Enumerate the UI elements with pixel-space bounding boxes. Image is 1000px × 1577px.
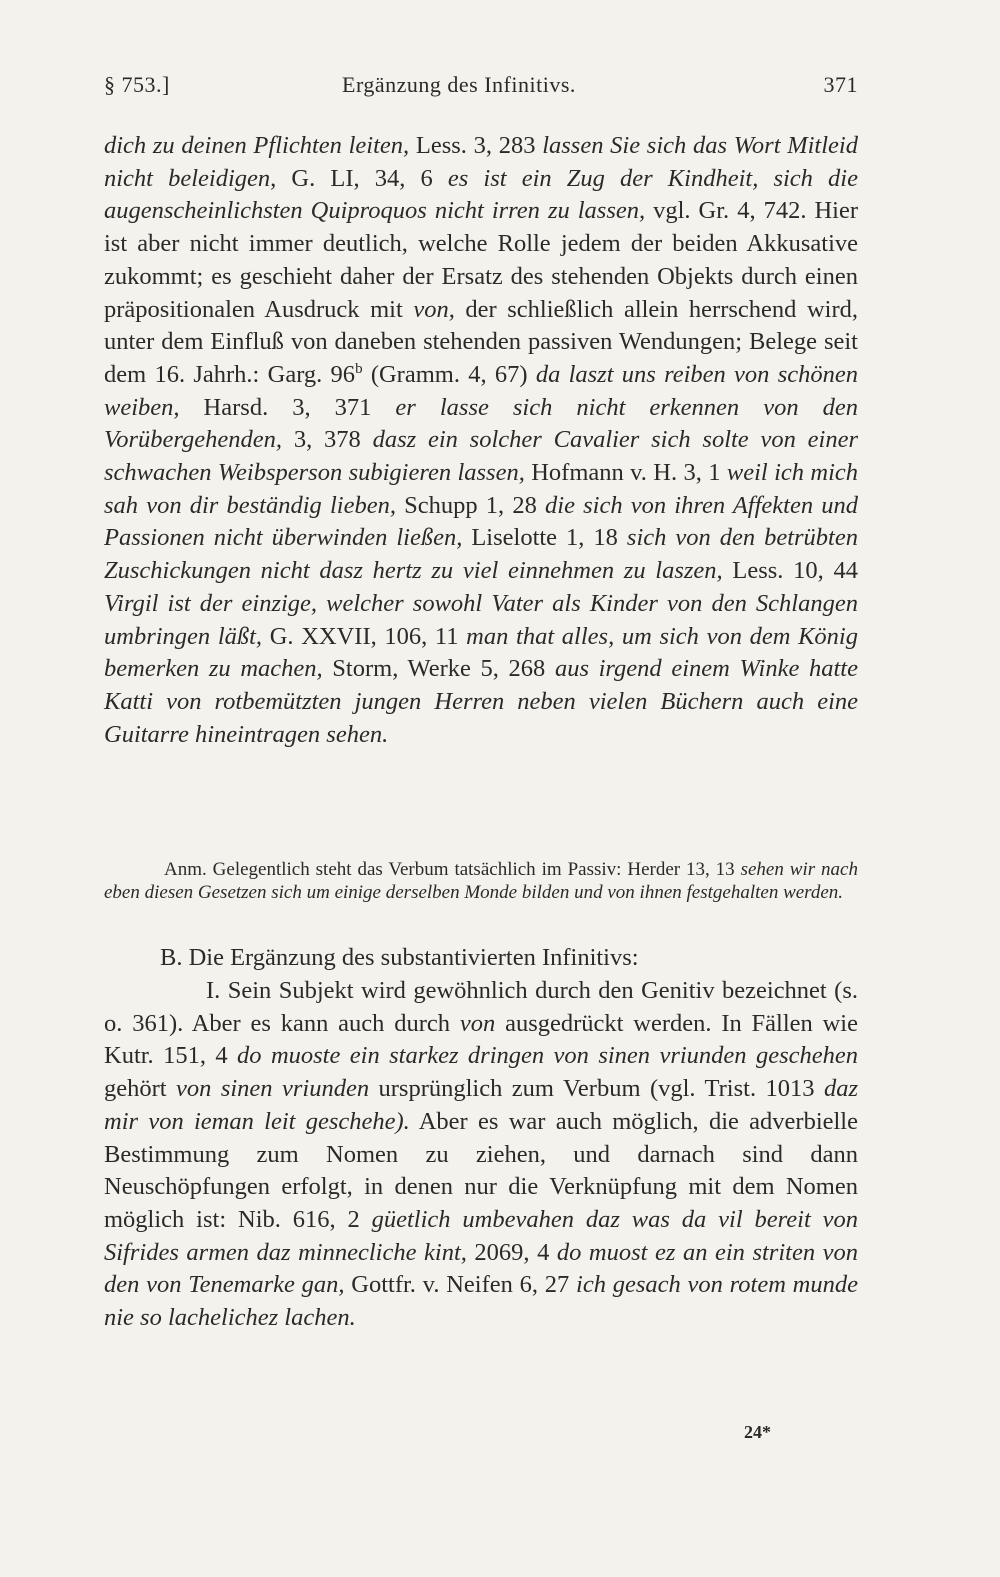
text-run: Schupp 1, 28 <box>395 491 546 519</box>
italic-quote: aus irgend einem Winke hatte Katti von rotbemützten jungen Herren neben vielen Büchern auch eine Guitarre hineintragen sehen. <box>104 655 858 748</box>
page-number: 371 <box>823 72 858 97</box>
body-paragraph-2 <box>104 975 858 1335</box>
italic-quote: von, <box>413 295 455 323</box>
italic-quote: daz mir von ieman leit geschehe). <box>104 1075 858 1135</box>
text-run: vgl. Gr. 4, 742. Hier ist aber nicht immer deutlich, welche Rolle jedem der beiden Akkusative zukommt; es geschieht daher der Ersatz des stehenden Objekts durch einen präpositionalen Ausdruck mit <box>104 197 858 323</box>
text-run: Hofmann v. H. 3, 1 <box>524 459 727 487</box>
italic-quote: do muost ez an ein striten von den von Tenemarke gan, <box>104 1238 858 1299</box>
italic-quote: man that alles, um sich von dem König bemerken zu machen, <box>104 622 858 683</box>
text-run: G. LI, 34, 6 <box>276 164 448 192</box>
text-run: 3, 378 <box>282 426 373 454</box>
section-heading: B. Die Ergänzung des substantivierten Infinitivs: <box>160 944 639 971</box>
italic-quote: von sinen vriunden <box>176 1075 370 1103</box>
text-run: Anm. Gelegentlich steht das Verbum tatsächlich im Passiv: Herder 13, 13 <box>164 859 741 880</box>
text-run: Storm, Werke 5, 268 <box>322 655 555 683</box>
text-run: Aber es war auch möglich, die adverbielle Bestimmung zum Nomen zu ziehen, und darnach sind dann Neuschöpfungen erfolgt, in denen nur die Verknüpfung mit dem Nomen möglich ist: Nib. 616, 2 <box>104 1107 858 1233</box>
italic-quote: er lasse sich nicht erkennen von den Vorübergehenden, <box>104 393 858 454</box>
running-header <box>104 72 858 106</box>
italic-quote: sehen wir nach eben diesen Gesetzen sich um einige derselben Monde bilden und von ihnen festgehalten werden. <box>104 859 858 903</box>
italic-quote: sich von den betrübten Zuschickungen nicht dasz hertz zu viel einnehmen zu laszen, <box>104 524 858 585</box>
text-run: Liselotte 1, 18 <box>462 524 627 552</box>
text-run: G. XXVII, 106, 11 <box>262 622 467 650</box>
text-run: Less. 3, 283 <box>409 132 543 159</box>
italic-quote: lassen Sie sich das Wort Mitleid nicht beleidigen, <box>104 132 858 192</box>
text-run: Gottfr. v. Neifen 6, 27 <box>344 1271 577 1299</box>
running-title: Ergänzung des Infinitivs. <box>342 72 576 97</box>
italic-quote: do muoste ein starkez dringen von sinen vriunden geschehen <box>237 1042 858 1070</box>
italic-quote: ich gesach von rotem munde nie so lachelichez lachen. <box>104 1271 858 1332</box>
italic-quote: Virgil ist der einzige, welcher sowohl Vater als Kinder von den Schlangen umbringen läßt, <box>104 589 858 650</box>
section-number: § 753.] <box>104 72 170 97</box>
text-run: der schließlich allein herrschend wird, unter dem Einfluß von daneben stehenden passiven Wendungen; Belege seit dem 16. Jahrh.: Garg. 96 <box>104 295 858 388</box>
italic-quote: die sich von ihren Affekten und Passionen nicht überwinden ließen, <box>104 491 859 552</box>
italic-quote: da laszt uns reiben von schönen weiben, <box>104 360 858 421</box>
italic-quote: güetlich umbevahen daz was da vil bereit von Sifrides armen daz minnecliche kint, <box>104 1205 858 1266</box>
italic-quote: von <box>459 1009 496 1037</box>
body-paragraph-1 <box>104 130 858 751</box>
text-run: ausgedrückt werden. In Fällen wie Kutr. 151, 4 <box>104 1009 858 1070</box>
italic-quote: dich zu deinen Pflichten leiten, <box>104 132 410 159</box>
text-run: Less. 10, 44 <box>722 557 858 585</box>
text-run: gehört <box>104 1075 177 1103</box>
text-run: ursprünglich zum Verbum (vgl. Trist. 1013 <box>369 1075 824 1103</box>
italic-quote: weil ich mich sah von dir beständig lieben, <box>104 459 858 519</box>
text-run: I. Sein Subjekt wird gewöhnlich durch den Genitiv bezeichnet (s. o. 361). Aber es kann auch durch <box>104 977 858 1037</box>
italic-quote: es ist ein Zug der Kindheit, sich die augenscheinlichsten Quiproquos nicht irren zu lassen, <box>104 164 858 225</box>
italic-quote: dasz ein solcher Cavalier sich solte von einer schwachen Weibsperson subigieren lassen, <box>104 426 858 487</box>
text-run: Harsd. 3, 371 <box>179 393 396 421</box>
text-run: 2069, 4 <box>466 1238 557 1266</box>
text-run: (Gramm. 4, 67) <box>362 360 536 388</box>
footnote-anmerkung <box>104 858 858 904</box>
signature-mark: 24* <box>744 1422 771 1442</box>
superscript: b <box>355 360 363 377</box>
